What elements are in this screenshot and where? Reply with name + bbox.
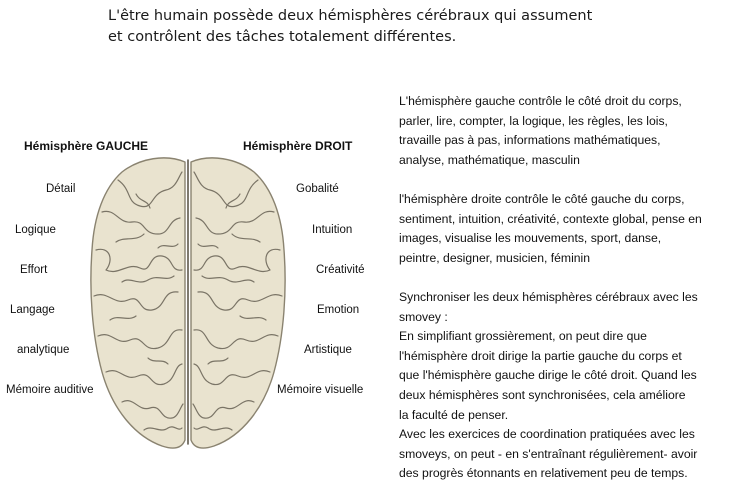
description-text xyxy=(399,92,725,503)
p3-line: deux hémisphères sont synchronisées, cela améliore xyxy=(399,387,686,402)
right-label-globalite: Gobalité xyxy=(296,183,339,195)
left-label-analytique: analytique xyxy=(17,344,70,356)
title-line-1: L'être humain possède deux hémisphères cérébraux qui assument xyxy=(108,8,593,24)
brain-illustration xyxy=(88,150,288,450)
p3-line: la faculté de penser. xyxy=(399,407,509,422)
p2-line: images, visualise les mouvements, sport, danse, xyxy=(399,231,662,246)
right-label-creativite: Créativité xyxy=(316,264,365,276)
left-label-memoire-auditive: Mémoire auditive xyxy=(6,384,94,396)
title-line-2: et contrôlent des tâches totalement différentes. xyxy=(108,29,457,45)
left-label-detail: Détail xyxy=(46,183,76,195)
p2-line: l'hémisphère droite contrôle le côté gauche du corps, xyxy=(399,191,685,206)
p2-line: sentiment, intuition, créativité, contexte global, pense en xyxy=(399,211,702,226)
right-hemisphere-shape xyxy=(191,158,285,448)
p3-line: smovey : xyxy=(399,309,448,324)
p1-line: L'hémisphère gauche contrôle le côté droit du corps, xyxy=(399,94,682,108)
left-label-langage: Langage xyxy=(10,304,55,316)
left-hemisphere-heading: Hémisphère GAUCHE xyxy=(24,139,149,153)
right-label-emotion: Emotion xyxy=(317,304,360,316)
p3-line: l'hémisphère droit dirige la partie gauche du corps et xyxy=(399,348,682,363)
p1-line: travaille pas à pas, informations mathématiques, xyxy=(399,133,661,148)
page-title xyxy=(108,6,628,48)
left-label-effort: Effort xyxy=(20,264,48,276)
p1-line: analyse, mathématique, masculin xyxy=(399,152,580,167)
left-hemisphere-shape xyxy=(91,158,185,448)
p1-line: parler, lire, compter, la logique, les règles, les lois, xyxy=(399,113,668,128)
p3-line: Synchroniser les deux hémisphères cérébraux avec les xyxy=(399,289,698,304)
left-label-logique: Logique xyxy=(15,224,56,236)
right-hemisphere-heading: Hémisphère DROIT xyxy=(243,139,353,153)
p3-line: Avec les exercices de coordination pratiquées avec les xyxy=(399,427,695,442)
left-hemisphere-paragraph xyxy=(399,92,725,170)
right-label-memoire-visuelle: Mémoire visuelle xyxy=(277,384,364,396)
right-hemisphere-paragraph xyxy=(399,190,725,268)
p2-line: peintre, designer, musicien, féminin xyxy=(399,250,591,265)
p3-line: En simplifiant grossièrement, on peut dire que xyxy=(399,329,647,344)
right-label-intuition: Intuition xyxy=(312,224,353,236)
p3-line: que l'hémisphère gauche dirige le côté droit. Quand les xyxy=(399,368,697,383)
p3-line: smoveys, on peut - en s'entraînant régulièrement- avoir xyxy=(399,446,698,461)
p3-line: des progrès étonnants en relativement peu de temps. xyxy=(399,466,688,481)
right-label-artistique: Artistique xyxy=(304,344,352,356)
synchronise-paragraph xyxy=(399,288,725,484)
